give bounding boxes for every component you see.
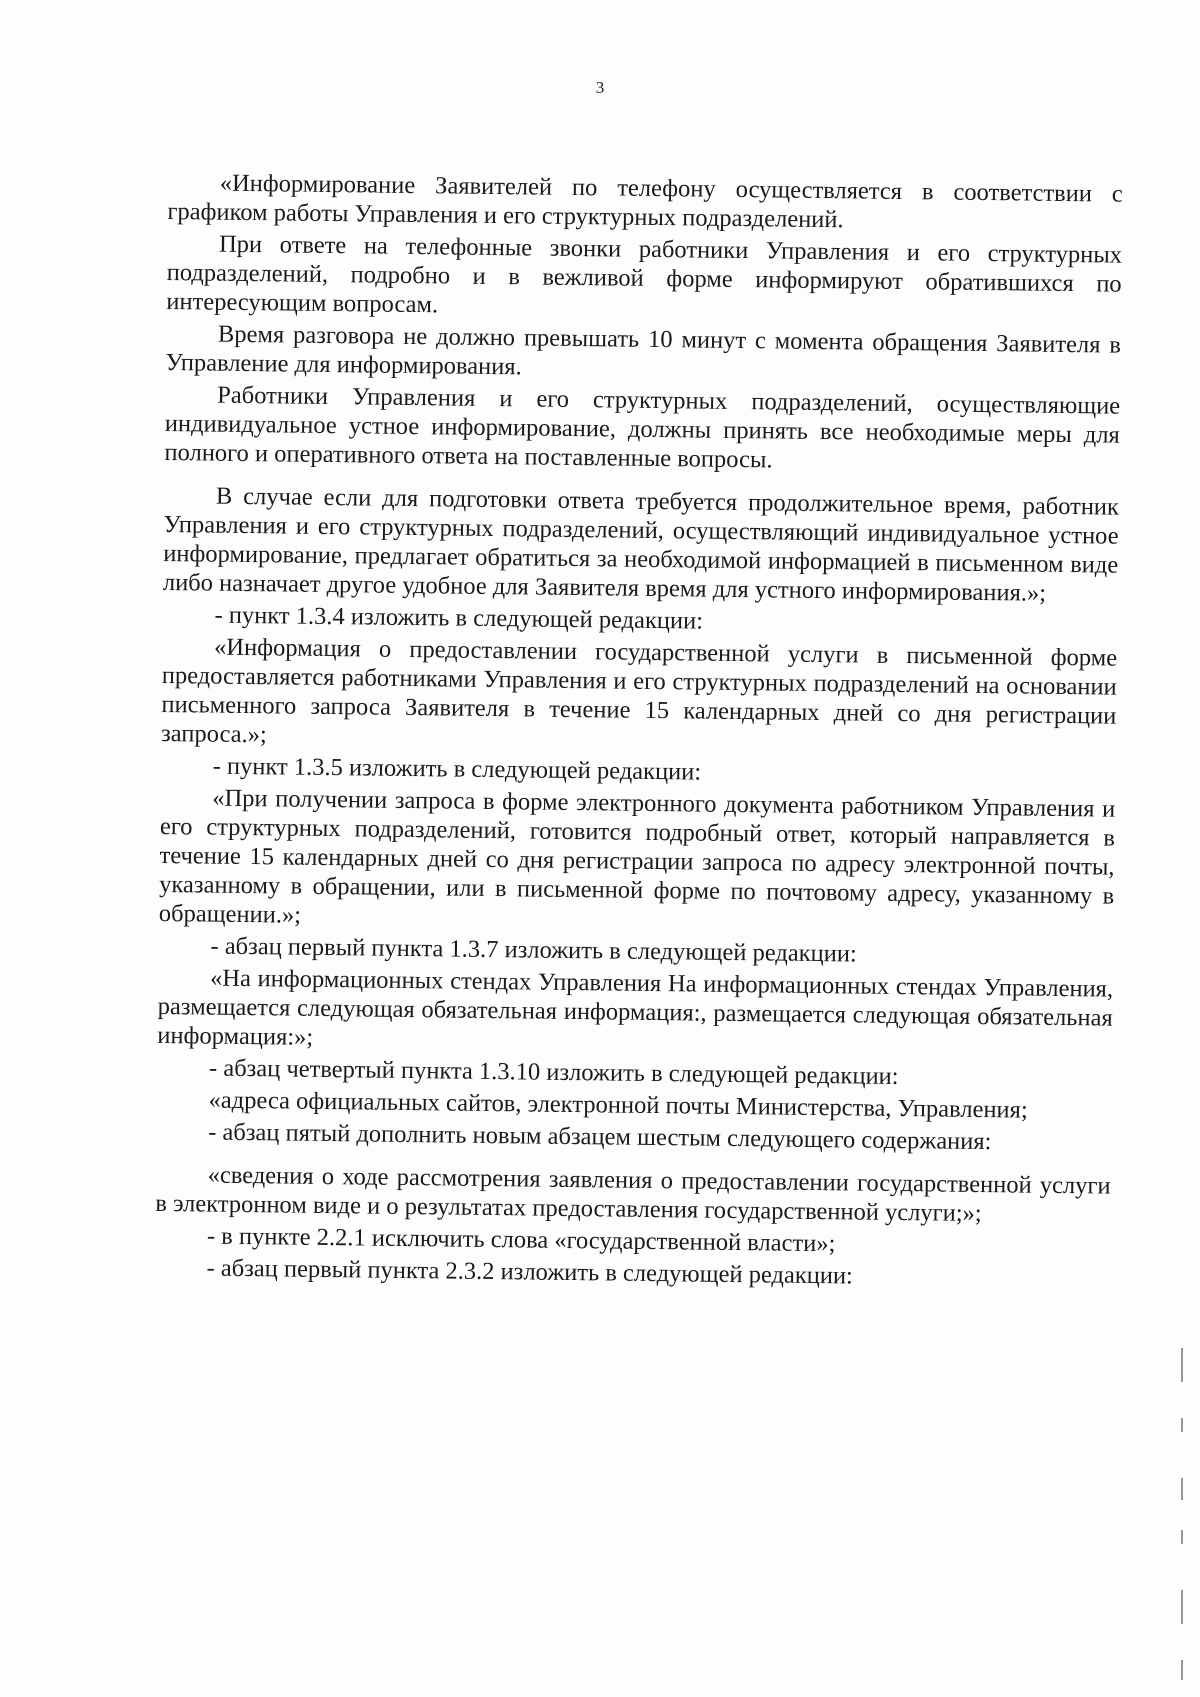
- paragraph: «Информирование Заявителей по телефону осуществляется в соответствии с графиком работы Управления и его структурных подразделений.: [167, 169, 1123, 234]
- paragraph: - пункт 1.3.4 изложить в следующей редакции:: [214, 601, 704, 635]
- paragraph: «При получении запроса в форме электронного документа работником Управления и его структурных подразделений, готовится подробный ответ, который направляется в течение 15 календарных дней со дня регистрации запроса по адресу электронной почты, указанному в обращении, или в письменной форме по почтовому адресу, указанному в обращении.»;: [158, 784, 1116, 929]
- scan-edge-mark: [1181, 1478, 1183, 1500]
- paragraph: - пункт 1.3.5 изложить в следующей редакции:: [212, 752, 702, 786]
- scan-edge-mark: [1181, 1660, 1183, 1680]
- paragraph: - абзац первый пункта 1.3.7 изложить в следующей редакции:: [210, 932, 857, 968]
- paragraph: Работники Управления и его структурных подразделений, осуществляющие индивидуальное устное информирование, должны принять все необходимые меры для полного и оперативного ответа на поставленные вопросы.: [164, 381, 1121, 474]
- scan-edge-mark: [1181, 1590, 1183, 1624]
- scan-edge-mark: [1181, 1418, 1183, 1432]
- paragraph: - абзац первый пункта 2.3.2 изложить в следующей редакции:: [206, 1254, 854, 1290]
- paragraph: В случае если для подготовки ответа требуется продолжительное время, работник Управления и его структурных подразделений, осуществляющий индивидуальное устное информирование, предлагает обратиться за необходимой информацией в письменном виде либо назначает другое удобное для Заявителя время для устного информирования.»;: [162, 482, 1120, 607]
- paragraph: Время разговора не должно превышать 10 минут с момента обращения Заявителя в Управление для информирования.: [165, 320, 1122, 381]
- paragraph: «сведения о ходе рассмотрения заявления о предоставлении государственной услуги в электронном виде и о результатах предоставления государственной услуги;»;: [155, 1161, 1111, 1228]
- paragraph: - абзац четвертый пункта 1.3.10 изложить в следующей редакции:: [208, 1054, 899, 1090]
- paragraph: - абзац пятый дополнить новым абзацем шестым следующего содержания:: [208, 1118, 992, 1156]
- document-body: [154, 168, 1123, 1297]
- scan-edge-mark: [1181, 1348, 1183, 1382]
- paragraph: «Информация о предоставлении государственной услуги в письменной форме предоставляется работниками Управления и его структурных подразделений на основании письменного запроса Заявителя в течение 15 календарных дней со дня регистрации запроса.»;: [160, 633, 1118, 749]
- page-number: 3: [595, 78, 605, 97]
- scan-edge-mark: [1181, 1530, 1183, 1544]
- paragraph: «На информационных стендах Управления На информационных стендах Управления, размещается следующая обязательная информация:, размещается следующая обязательная информация:»;: [157, 964, 1114, 1051]
- paragraph: - в пункте 2.2.1 исключить слова «государственной власти»;: [206, 1222, 836, 1258]
- paragraph: «адреса официальных сайтов, электронной почты Министерства, Управления;: [208, 1086, 1028, 1124]
- paragraph: При ответе на телефонные звонки работники Управления и его структурных подразделений, подробно и в вежливой форме информируют обратившихся по интересующим вопросам.: [166, 230, 1123, 319]
